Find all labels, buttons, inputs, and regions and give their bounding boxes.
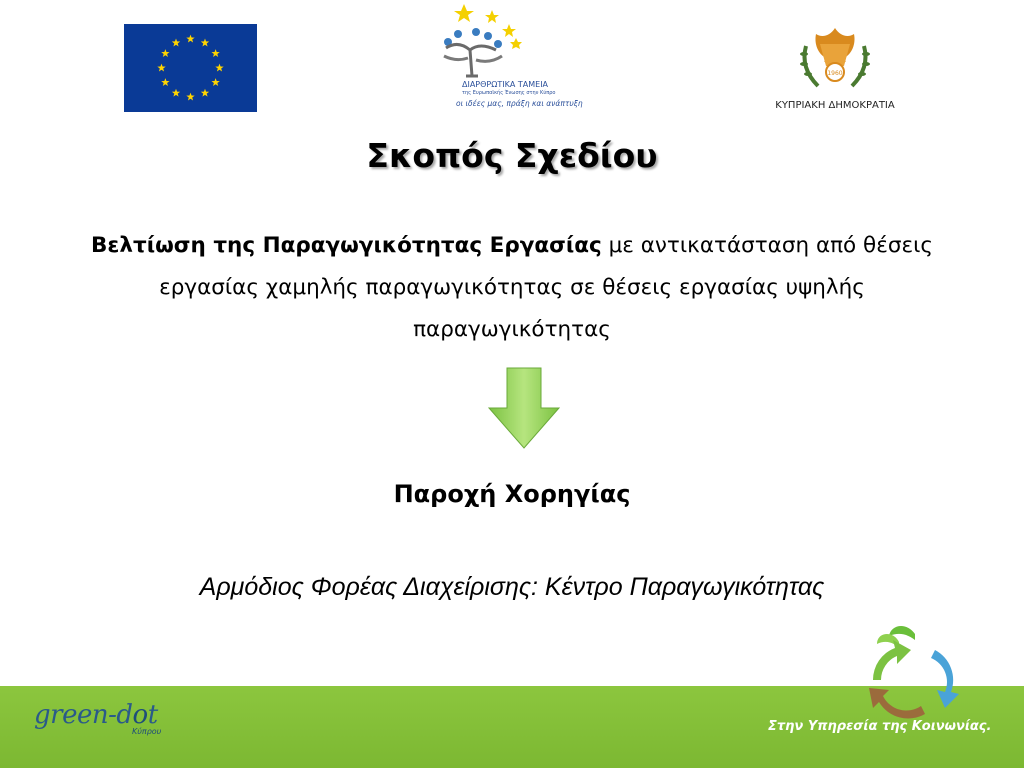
eu-flag-logo [124,24,257,112]
page-title: Σκοπός Σχεδίου [366,136,658,175]
down-arrow-icon [487,366,561,450]
footer-slogan: Στην Υπηρεσία της Κοινωνίας. [768,719,992,734]
structural-funds-logo [436,4,596,112]
green-dot-logo [34,700,174,740]
objective-text: με αντικατάσταση από θέσεις εργασίας χαμηλής παραγωγικότητας σε θέσεις εργασίας υψηλής παραγωγικότητας [159,233,933,342]
structural-funds-title: ΔΙΑΡΘΡΩΤΙΚΑ ΤΑΜΕΙΑ [462,80,549,89]
tree-figures-icon [436,4,596,80]
svg-text:1960: 1960 [827,70,843,77]
grant-subheading: Παροχή Χορηγίας [393,480,631,508]
cyprus-republic-text: ΚΥΠΡΙΑΚΗ ΔΗΜΟΚΡΑΤΙΑ [775,100,895,111]
cyprus-republic-logo [760,22,910,118]
green-dot-brand: green-dot [34,700,158,730]
green-dot-o-icon: o [132,700,148,730]
structural-funds-motto: οι ιδέες μας, πράξη και ανάπτυξη [456,99,583,108]
eu-flag-icon [124,24,257,112]
cyprus-emblem-icon [760,22,910,94]
objective-paragraph [70,225,954,351]
objective-bold-text: Βελτίωση της Παραγωγικότητας Εργασίας [91,233,602,258]
managing-body-text: Αρμόδιος Φορέας Διαχείρισης: Κέντρο Παραγωγικότητας [199,573,825,601]
structural-funds-subtitle: της Ευρωπαϊκής Ένωσης στην Κύπρο [462,90,556,96]
green-dot-subtitle: Κύπρου [132,727,162,736]
recycle-icon [855,622,965,722]
